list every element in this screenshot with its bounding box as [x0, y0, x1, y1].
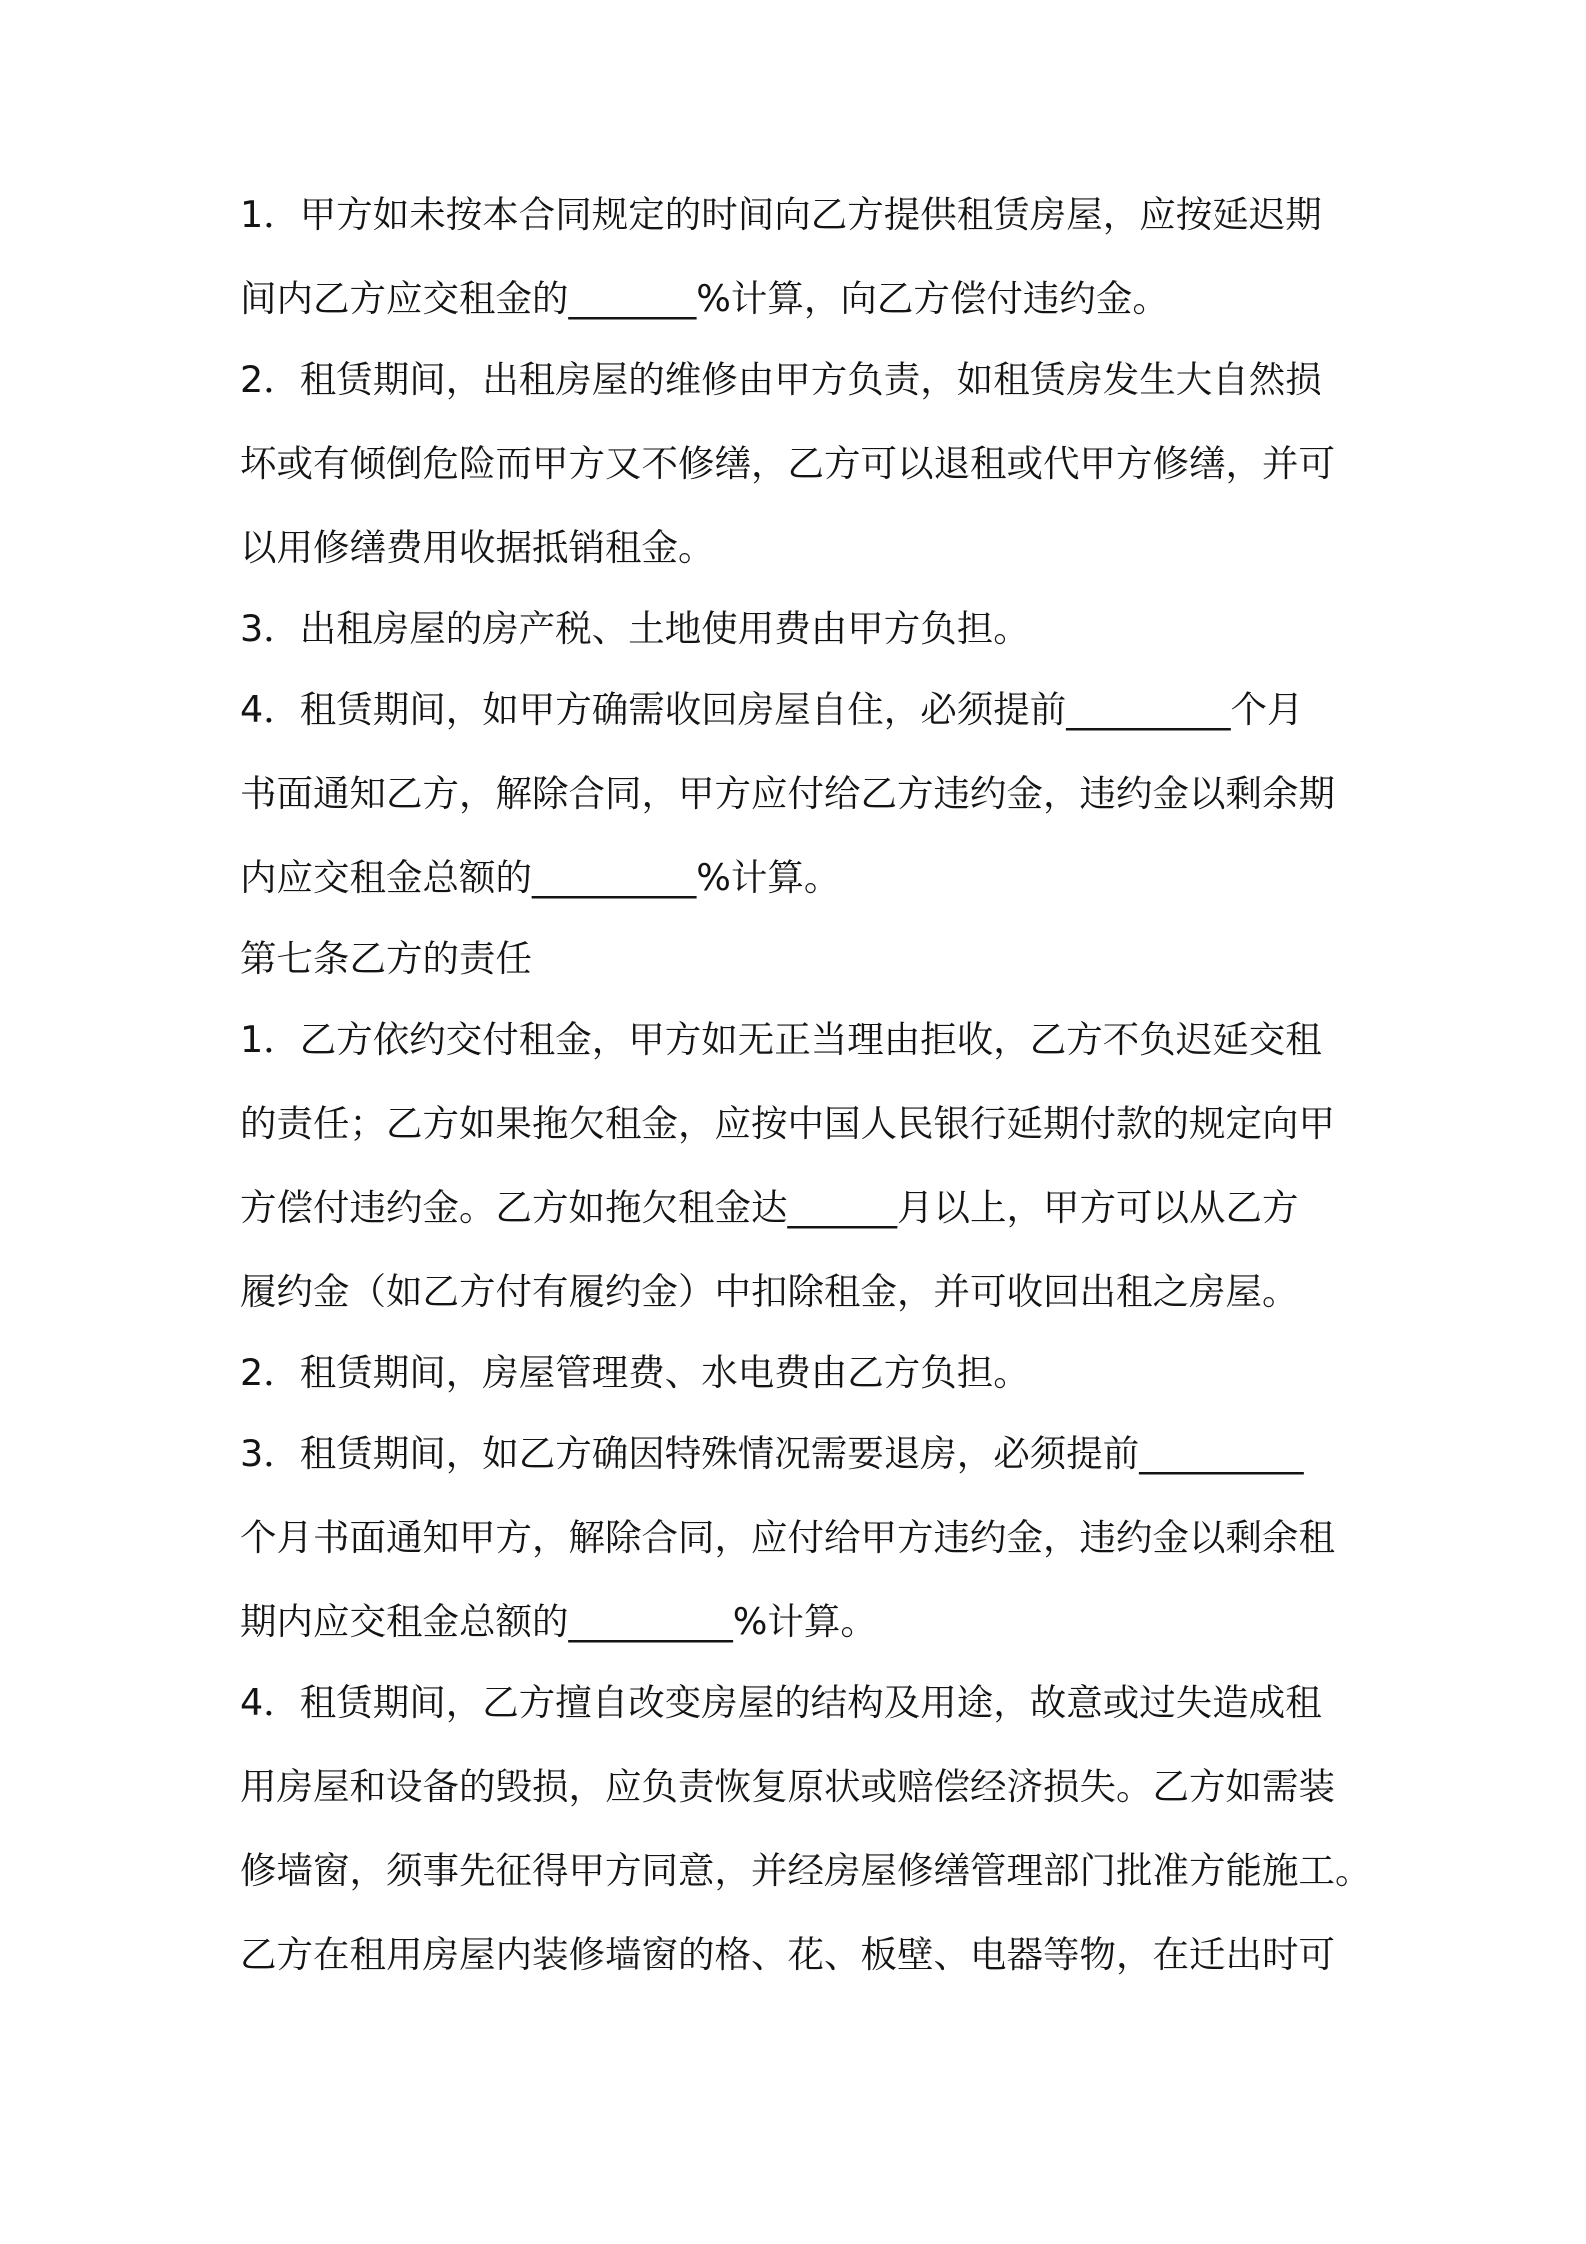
- text-line: 用房屋和设备的毁损，应负责恢复原状或赔偿经济损失。乙方如需装: [240, 1765, 1335, 1808]
- text-line: 坏或有倾倒危险而甲方又不修缮，乙方可以退租或代甲方修缮，并可: [240, 442, 1335, 485]
- text-line: 乙方在租用房屋内装修墙窗的格、花、板壁、电器等物，在迁出时可: [240, 1933, 1335, 1976]
- section-heading: 第七条乙方的责任: [240, 937, 532, 980]
- text-line: 4．租赁期间，乙方擅自改变房屋的结构及用途，故意或过失造成租: [240, 1681, 1322, 1724]
- document-body: [240, 193, 1372, 1976]
- text-line: 间内乙方应交租金的_______%计算，向乙方偿付违约金。: [240, 277, 1169, 320]
- text-line: 4．租赁期间，如甲方确需收回房屋自住，必须提前_________个月: [240, 688, 1304, 731]
- text-line: 2．租赁期间，房屋管理费、水电费由乙方负担。: [240, 1351, 1030, 1394]
- text-line: 书面通知乙方，解除合同，甲方应付给乙方违约金，违约金以剩余期: [240, 772, 1335, 815]
- text-line: 以用修缮费用收据抵销租金。: [240, 526, 715, 569]
- text-line: 3．出租房屋的房产税、土地使用费由甲方负担。: [240, 607, 1030, 650]
- text-line: 方偿付违约金。乙方如拖欠租金达______月以上，甲方可以从乙方: [240, 1186, 1299, 1229]
- text-line: 修墙窗，须事先征得甲方同意，并经房屋修缮管理部门批准方能施工。: [240, 1849, 1372, 1892]
- text-line: 内应交租金总额的_________%计算。: [240, 856, 841, 899]
- text-line: 2．租赁期间，出租房屋的维修由甲方负责，如租赁房发生大自然损: [240, 358, 1322, 401]
- text-line: 期内应交租金总额的_________%计算。: [240, 1600, 877, 1643]
- text-line: 的责任；乙方如果拖欠租金，应按中国人民银行延期付款的规定向甲: [240, 1102, 1335, 1145]
- text-line: 1．甲方如未按本合同规定的时间向乙方提供租赁房屋，应按延迟期: [240, 193, 1322, 236]
- text-line: 个月书面通知甲方，解除合同，应付给甲方违约金，违约金以剩余租: [240, 1516, 1335, 1559]
- text-line: 履约金（如乙方付有履约金）中扣除租金，并可收回出租之房屋。: [240, 1270, 1299, 1313]
- text-line: 1．乙方依约交付租金，甲方如无正当理由拒收，乙方不负迟延交租: [240, 1018, 1322, 1061]
- text-line: 3．租赁期间，如乙方确因特殊情况需要退房，必须提前_________: [240, 1432, 1304, 1475]
